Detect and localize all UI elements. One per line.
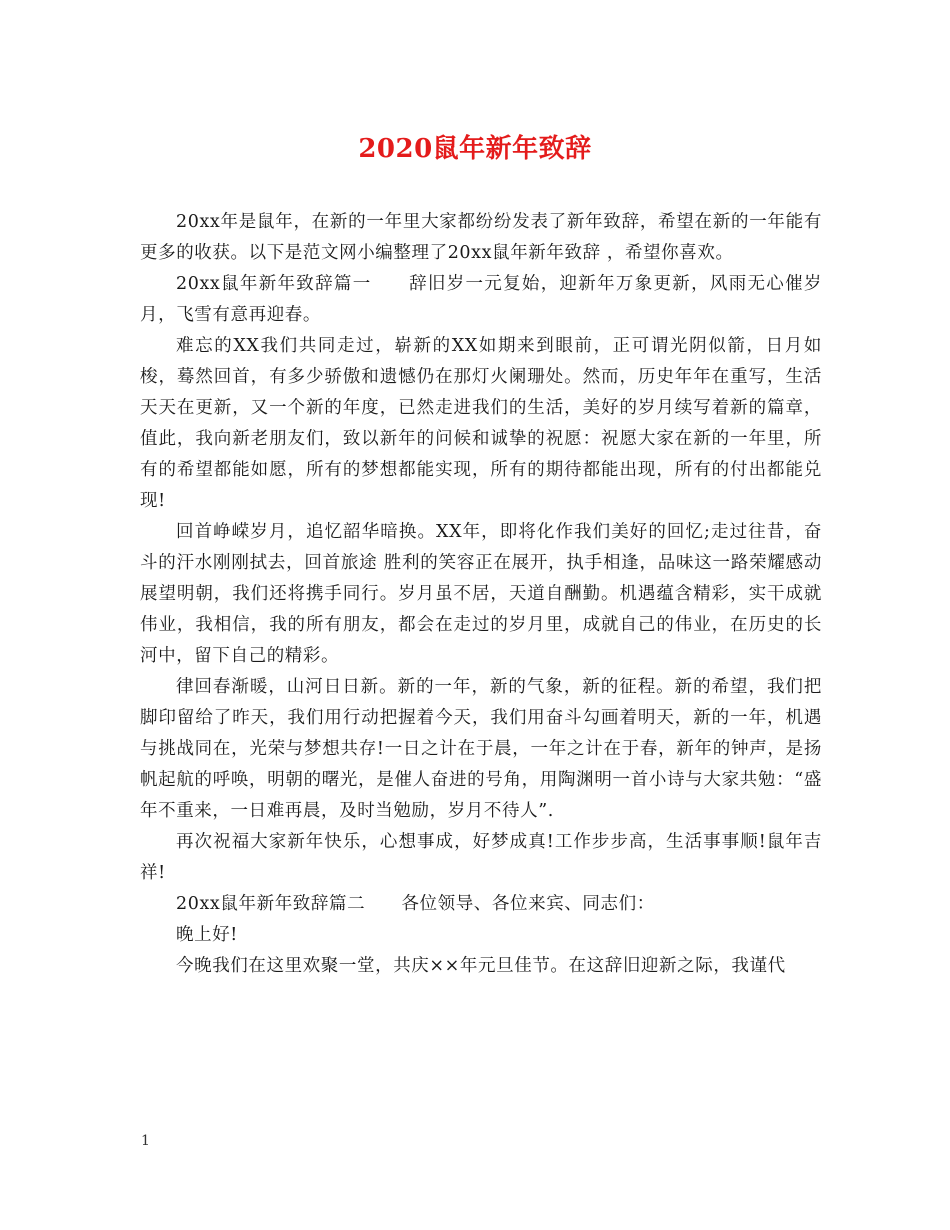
paragraph-look-back: 回首峥嵘岁月，追忆韶华暗换。XX年，即将化作我们美好的回忆;走过往昔，奋斗的汗水刚刚拭去，回首旅途 胜利的笑容正在展开，执手相逢，品味这一路荣耀感动 展望明朝，我们还将携手同行。岁月虽不居，天道自酬勤。机遇蕴含精彩，实干成就伟业，我相信，我的所有朋友，都会在走过的岁月里，成就自己的伟业，在历史的长河中，留下自己的精彩。 xyxy=(140,522,822,666)
paragraph-spring: 律回春渐暖，山河日日新。新的一年，新的气象，新的征程。新的希望，我们把脚印留给了昨天，我们用行动把握着今天，我们用奋斗勾画着明天，新的一年，机遇与挑战同在，光荣与梦想共存!一日之计在于晨，一年之计在于春，新年的钟声，是扬帆起航的呼唤，明朝的曙光，是催人奋进的号角，用陶渊明一首小诗与大家共勉：“盛年不重来，一日难再晨，及时当勉励，岁月不待人”. xyxy=(140,677,822,821)
paragraph-intro: 20xx年是鼠年，在新的一年里大家都纷纷发表了新年致辞，希望在新的一年能有更多的收获。以下是范文网小编整理了20xx鼠年新年致辞 ，希望你喜欢。 xyxy=(140,212,822,263)
paragraph-part-two-heading: 20xx鼠年新年致辞篇二 各位领导、各位来宾、同志们： xyxy=(176,894,655,914)
paragraph-tonight: 今晚我们在这里欢聚一堂，共庆××年元旦佳节。在这辞旧迎新之际，我谨代 xyxy=(176,956,786,976)
document-title: 2020鼠年新年致辞 xyxy=(358,134,592,164)
paragraph-part-one-heading: 20xx鼠年新年致辞篇一 辞旧岁一元复始，迎新年万象更新，风雨无心催岁月，飞雪有意再迎春。 xyxy=(140,274,822,325)
page-number: 1 xyxy=(141,1133,150,1149)
document-body xyxy=(140,207,822,982)
paragraph-unforgettable: 难忘的XX我们共同走过，崭新的XX如期来到眼前，正可谓光阴似箭，日月如梭，蓦然回首，有多少骄傲和遗憾仍在那灯火阑珊处。然而，历史年年在重写，生活天天在更新，又一个新的年度，已然走进我们的生活，美好的岁月续写着新的篇章，值此，我向新老朋友们，致以新年的问候和诚挚的祝愿：祝愿大家在新的一年里，所有的希望都能如愿，所有的梦想都能实现，所有的期待都能出现，所有的付出都能兑现! xyxy=(140,336,822,511)
paragraph-greeting: 晚上好! xyxy=(176,925,238,945)
paragraph-blessing: 再次祝福大家新年快乐，心想事成，好梦成真!工作步步高，生活事事顺!鼠年吉祥! xyxy=(140,832,822,883)
